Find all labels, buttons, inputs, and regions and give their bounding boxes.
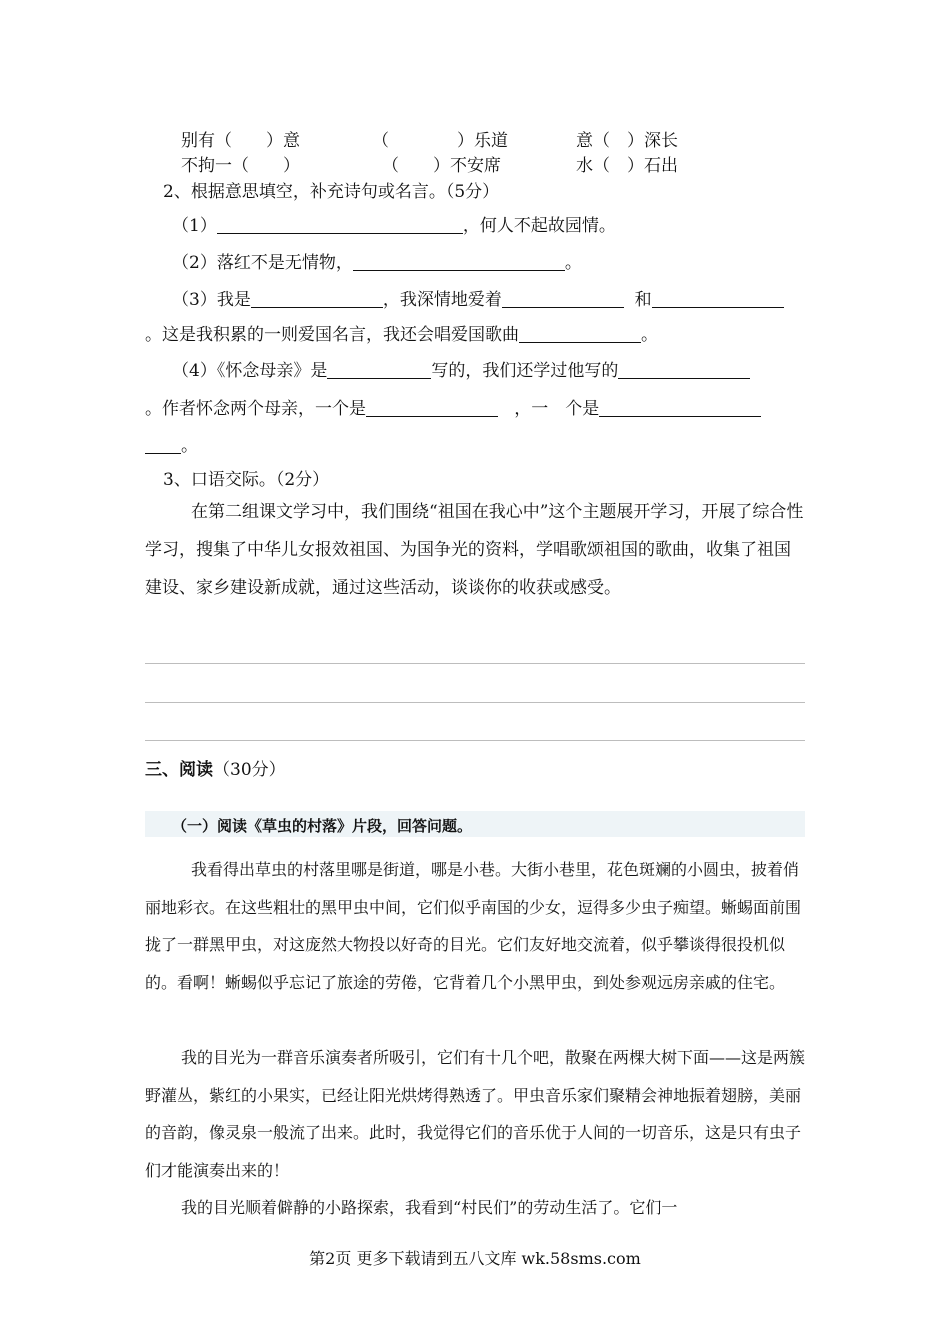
answer-blank[interactable] bbox=[217, 216, 463, 234]
q2-item-4-line3 bbox=[145, 431, 198, 456]
q2-item-4-line3-suffix: 。 bbox=[181, 436, 198, 456]
idiom-4: 不拘一（ ） bbox=[181, 156, 300, 176]
idiom-2: （ ）乐道 bbox=[372, 131, 508, 151]
reading-sub-heading: （一）阅读《草虫的村落》片段，回答问题。 bbox=[172, 817, 473, 835]
answer-blank[interactable] bbox=[652, 290, 784, 308]
answer-line[interactable] bbox=[145, 663, 805, 664]
answer-blank[interactable] bbox=[353, 253, 565, 271]
idiom-3: 意（ ）深长 bbox=[576, 131, 678, 151]
reading-paragraph-3: 我的目光顺着僻静的小路探索，我看到“村民们”的劳动生活了。它们一 bbox=[181, 1198, 678, 1217]
answer-blank[interactable] bbox=[251, 290, 383, 308]
q2-item-1-suffix: ，何人不起故园情。 bbox=[462, 216, 616, 236]
idiom-5: （ ）不安席 bbox=[382, 156, 501, 176]
idiom-1: 别有（ ）意 bbox=[181, 131, 300, 151]
q2-item-2 bbox=[172, 248, 582, 273]
answer-blank[interactable] bbox=[618, 361, 750, 379]
reading-paragraph-2: 我的目光为一群音乐演奏者所吸引，它们有十几个吧，散聚在两棵大树下面——这是两簇野灌丛，紫红的小果实，已经让阳光烘烤得熟透了。甲虫音乐家们聚精会神地振着翅膀，美丽的音韵，像灵泉一般流了出来。此时，我觉得它们的音乐优于人间的一切音乐，这是只有虫子们才能演奏出来的！ bbox=[145, 1048, 806, 1180]
q2-item-4-line2-prefix: 。作者怀念两个母亲，一个是 bbox=[145, 399, 366, 419]
q3-body: 在第二组课文学习中，我们围绕“祖国在我心中”这个主题展开学习，开展了综合性学习，搜集了中华儿女报效祖国、为国争光的资料，学唱歌颂祖国的歌曲，收集了祖国建设、家乡建设新成就，通过这些活动，谈谈你的收获或感受。 bbox=[145, 502, 804, 598]
reading-paragraph-1: 我看得出草虫的村落里哪是街道，哪是小巷。大街小巷里，花色斑斓的小圆虫，披着俏丽地彩衣。在这些粗壮的黑甲虫中间，它们似乎南国的少女，逗得多少虫子痴望。蜥蜴面前围拢了一群黑甲虫，对这庞然大物投以好奇的目光。它们友好地交流着，似乎攀谈得很投机似的。看啊！蜥蜴似乎忘记了旅途的劳倦，它背着几个小黑甲虫，到处参观远房亲戚的住宅。 bbox=[145, 860, 802, 992]
answer-blank[interactable] bbox=[599, 399, 761, 417]
section-3-title-text: 三、阅读 bbox=[145, 760, 213, 780]
answer-line[interactable] bbox=[145, 740, 805, 741]
q2-item-3-line2-suffix: 。 bbox=[641, 325, 658, 345]
section-3-title bbox=[145, 755, 286, 780]
q2-item-2-suffix: 。 bbox=[564, 253, 582, 273]
q2-item-4-prefix: （4）《怀念母亲》是 bbox=[172, 361, 328, 381]
q2-item-3-mid1: ，我深情地爱着 bbox=[382, 290, 502, 310]
q2-item-4 bbox=[172, 356, 750, 381]
q3-heading: 3、口语交际。（2分） bbox=[163, 470, 330, 490]
section-3-score: （30分） bbox=[213, 760, 286, 780]
q2-item-4-line2 bbox=[145, 394, 761, 419]
q2-item-4-line2-mid: ，一 个是 bbox=[514, 399, 600, 419]
idiom-6: 水（ ）石出 bbox=[576, 156, 678, 176]
q2-item-4-mid: 写的，我们还学过他写的 bbox=[431, 361, 619, 381]
q2-item-3-mid2: 和 bbox=[634, 290, 652, 310]
q2-item-3-line2 bbox=[145, 320, 658, 345]
q2-item-1 bbox=[172, 211, 616, 236]
q2-item-3-line2-prefix: 。这是我积累的一则爱国名言，我还会唱爱国歌曲 bbox=[145, 325, 519, 345]
q2-item-3-prefix: （3）我是 bbox=[172, 290, 251, 310]
q2-heading: 2、根据意思填空，补充诗句或名言。（5分） bbox=[163, 182, 500, 202]
page-footer: 第2页 更多下载请到五八文库 wk.58sms.com bbox=[309, 1249, 641, 1268]
q2-item-1-prefix: （1） bbox=[172, 216, 217, 236]
q2-item-3 bbox=[172, 285, 784, 310]
answer-blank[interactable] bbox=[327, 361, 431, 379]
answer-blank[interactable] bbox=[502, 290, 624, 308]
answer-blank[interactable] bbox=[519, 325, 641, 343]
q2-item-2-prefix: （2）落红不是无情物， bbox=[172, 253, 353, 273]
answer-blank[interactable] bbox=[366, 399, 498, 417]
answer-line[interactable] bbox=[145, 702, 805, 703]
answer-blank[interactable] bbox=[145, 436, 181, 454]
